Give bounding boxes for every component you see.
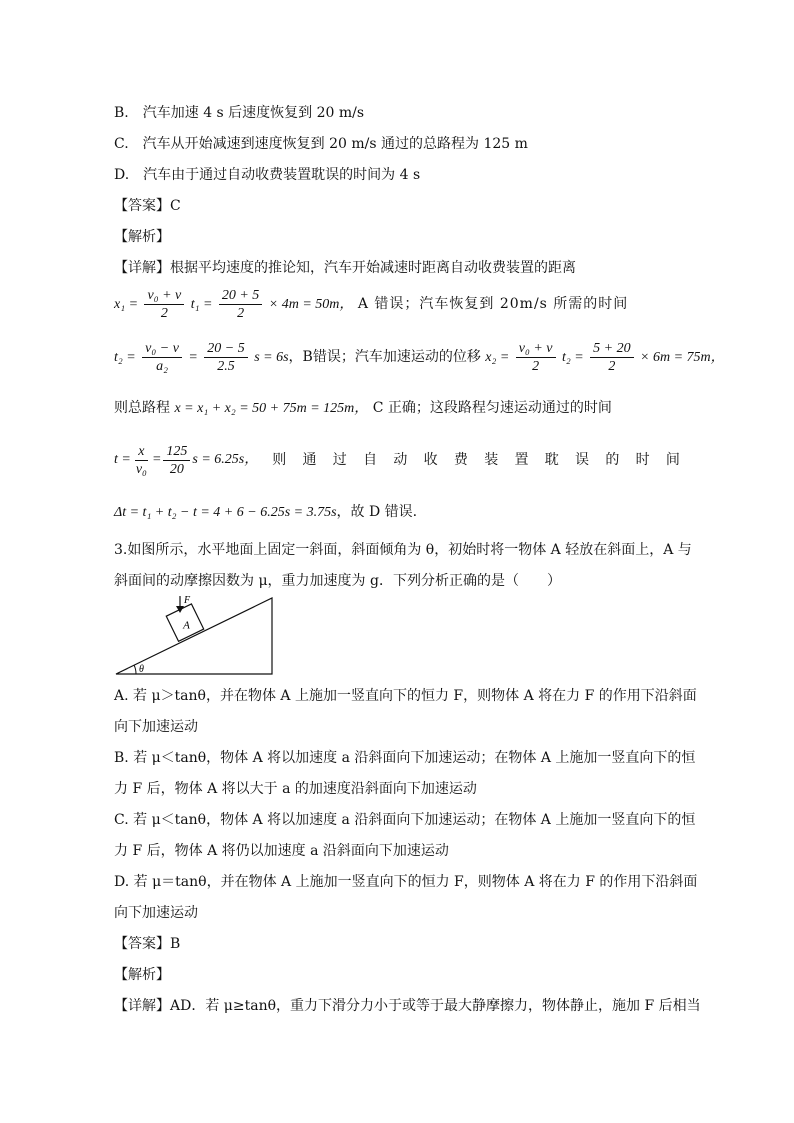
delta-t-line [114, 502, 417, 523]
q3-answer-value: B [170, 936, 181, 952]
q3-option-d-line-2: 向下加速运动 [114, 905, 198, 921]
t-tail-char: 通 [302, 452, 317, 468]
t-tail-char: 动 [393, 452, 408, 468]
detail-line-1 [114, 258, 576, 278]
t-frac-2-num: 125 [163, 443, 190, 461]
t-tail-char: 费 [453, 452, 468, 468]
t-tail-char: 过 [332, 452, 347, 468]
dt-eq: Δt = t₁ + t₂ − t = 4 + 6 − 6.25s = 3.75s [114, 505, 337, 520]
t-tail-char: 则 [272, 452, 287, 468]
t-frac-1-num: x [135, 443, 147, 461]
x2-frac-1-num: v₀ + v [516, 340, 556, 358]
x1-frac-2-den: 2 [237, 305, 245, 321]
x2-frac-1 [516, 340, 556, 375]
t2-frac-2 [204, 340, 247, 375]
answer-line [114, 196, 181, 216]
x1-rhs: × 4m = 50m， [268, 297, 354, 312]
x2-lhs: x₂ = [485, 350, 510, 365]
t2-tail: ，B错误；汽车加速运动的位移 [288, 349, 481, 365]
x1-frac-1-num: v₀ + v [144, 287, 184, 305]
x2-mid: t₂ = [561, 350, 584, 365]
t-tail-char: 装 [484, 452, 499, 468]
analysis-tag: 【解析】 [114, 229, 170, 245]
t-tail-char: 收 [423, 452, 438, 468]
total-distance-line [114, 398, 612, 419]
angle-label: θ [139, 664, 144, 675]
q3-option-b-line-1: B. 若 μ＜tanθ，物体 A 将以加速度 a 沿斜面向下加速运动；在物体 A 上施加一竖直向下的恒 [114, 750, 696, 766]
t-tail-char: 自 [363, 452, 378, 468]
t-tail-char: 耽 [544, 452, 559, 468]
t-frac-2-den: 20 [169, 461, 184, 477]
t2-frac-1-den: a₂ [156, 358, 168, 374]
t-rhs: s = 6.25s， [192, 452, 259, 467]
angle-arc [134, 665, 136, 674]
answer-tag: 【答案】 [114, 198, 170, 214]
q3-option-d-line-1: D. 若 μ＝tanθ，并在物体 A 上施加一竖直向下的恒力 F，则物体 A 将在力 F 的作用下沿斜面 [114, 874, 698, 890]
t2-rhs: s = 6s [254, 350, 289, 365]
t-tail-char: 间 [665, 452, 680, 468]
x1-tail: A 错误；汽车恢复到 20m/s 所需的时间 [357, 296, 629, 312]
q3-option-a-line-1: A. 若 μ＞tanθ，并在物体 A 上施加一竖直向下的恒力 F，则物体 A 将在力 F 的作用下沿斜面 [114, 688, 697, 704]
answer-value: C [170, 198, 181, 214]
t-tail-char: 误 [575, 452, 590, 468]
option-b: B. 汽车加速 4 s 后速度恢复到 20 m/s [114, 105, 365, 121]
t-tail-char: 置 [514, 452, 529, 468]
x2-rhs: × 6m = 75m， [640, 350, 725, 365]
force-label: F [184, 595, 191, 606]
q3-option-a-line-2: 向下加速运动 [114, 719, 198, 735]
x1-frac-2-num: 20 + 5 [219, 287, 262, 305]
t-frac-2 [163, 443, 190, 478]
t2-frac-1-num: v₀ − v [142, 340, 182, 358]
dt-tail: ，故 D 错误. [336, 504, 418, 520]
x1-lhs: x₁ = [114, 297, 139, 312]
detail-tag: 【详解】 [114, 260, 170, 276]
incline-figure [112, 592, 280, 678]
q3-answer-line [114, 934, 180, 954]
t-tail [272, 440, 680, 480]
t-tail-char: 时 [635, 452, 650, 468]
x2-frac-1-den: 2 [532, 358, 540, 374]
t-lhs: t = [114, 452, 131, 467]
x2-frac-2-num: 5 + 20 [590, 340, 633, 358]
x1-mid: t₁ = [190, 297, 213, 312]
option-d: D. 汽车由于通过自动收费装置耽误的时间为 4 s [114, 167, 421, 183]
q3-option-c-line-2: 力 F 后，物体 A 将仍以加速度 a 沿斜面向下加速运动 [114, 843, 449, 859]
x2-frac-2-den: 2 [608, 358, 616, 374]
t2-frac-1 [142, 340, 182, 375]
x1-frac-1 [144, 287, 184, 322]
t-frac-1-den: v₀ [135, 461, 147, 477]
x1-frac-2 [219, 287, 262, 322]
line4-eq: x = x₁ + x₂ = 50 + 75m = 125m， [174, 401, 369, 416]
x2-frac-2 [590, 340, 633, 375]
q3-answer-tag: 【答案】 [114, 936, 170, 952]
t2-lhs: t₂ = [114, 350, 136, 365]
detail-text-1: 根据平均速度的推论知，汽车开始减速时距离自动收费装置的距离 [170, 260, 576, 276]
t-tail-char: 的 [605, 452, 620, 468]
line4-pre: 则总路程 [114, 400, 170, 416]
formula-t-line [114, 440, 680, 480]
t-mid: = [151, 452, 162, 467]
option-c: C. 汽车从开始减速到速度恢复到 20 m/s 通过的总路程为 125 m [114, 136, 528, 152]
q3-detail-line [114, 996, 701, 1016]
t2-frac-2-den: 2.5 [217, 358, 235, 374]
q3-detail-text: AD．若 μ≥tanθ，重力下滑分力小于或等于最大静摩擦力，物体静止，施加 F 后相当 [170, 998, 701, 1014]
q3-option-b-line-2: 力 F 后，物体 A 将以大于 a 的加速度沿斜面向下加速运动 [114, 781, 477, 797]
formula-t2-line [114, 337, 725, 378]
q3-analysis-tag: 【解析】 [114, 967, 170, 983]
q3-stem-line-2: 斜面间的动摩擦因数为 μ，重力加速度为 g．下列分析正确的是（ ） [114, 573, 561, 589]
t2-mid: = [188, 350, 198, 365]
t2-frac-2-num: 20 − 5 [204, 340, 247, 358]
formula-x1-line [114, 284, 628, 325]
q3-stem-line-1: 3.如图所示，水平地面上固定一斜面，斜面倾角为 θ，初始时将一物体 A 轻放在斜面上，A 与 [114, 542, 692, 558]
x1-frac-1-den: 2 [160, 305, 168, 321]
q3-option-c-line-1: C. 若 μ＜tanθ，物体 A 将以加速度 a 沿斜面向下加速运动；在物体 A 上施加一竖直向下的恒 [114, 812, 696, 828]
q3-detail-tag: 【详解】 [114, 998, 170, 1014]
block-a [166, 604, 203, 641]
block-a-label: A [183, 619, 190, 632]
line4-tail: C 正确；这段路程匀速运动通过的时间 [372, 400, 612, 416]
t-frac-1 [133, 443, 150, 478]
